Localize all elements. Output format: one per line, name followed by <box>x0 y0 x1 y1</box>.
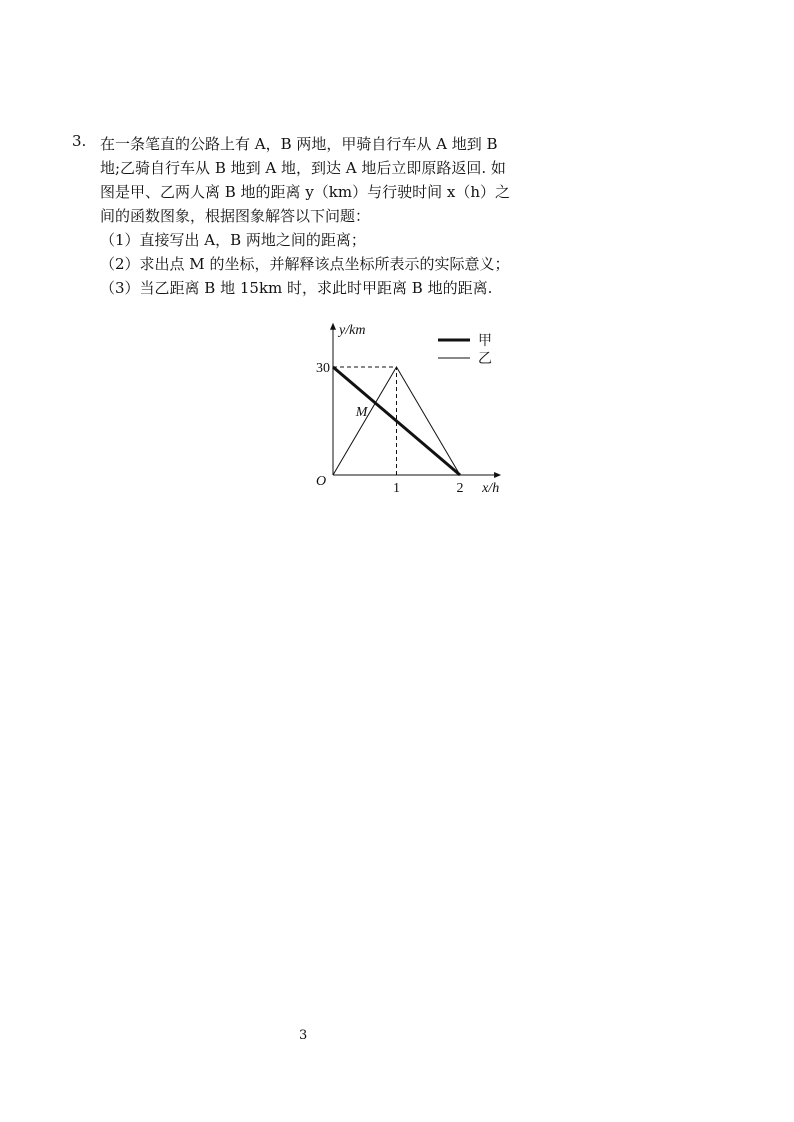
legend-yi-label: 乙 <box>478 352 492 367</box>
legend-jia-label: 甲 <box>478 334 492 349</box>
problem-stem <box>100 132 540 228</box>
problem-number: 3. <box>72 132 87 150</box>
page-number: 3 <box>299 1028 308 1043</box>
function-graph <box>300 318 520 503</box>
stem-line: 在一条笔直的公路上有 A，B 两地，甲骑自行车从 A 地到 B <box>100 135 498 153</box>
y-axis-label: y/km <box>339 322 366 338</box>
legend <box>438 333 492 367</box>
x-axis-label: x/h <box>482 481 500 496</box>
part-1: （1）直接写出 A，B 两地之间的距离； <box>100 231 366 249</box>
stem-line: 图是甲、乙两人离 B 地的距离 y（km）与行驶时间 x（h）之 <box>100 183 511 201</box>
origin-label: O <box>316 474 327 489</box>
part-2: （2）求出点 M 的坐标，并解释该点坐标所表示的实际意义； <box>100 255 510 273</box>
problem-parts <box>100 228 509 300</box>
stem-line: 地;乙骑自行车从 B 地到 A 地，到达 A 地后立即原路返回. 如 <box>100 159 506 177</box>
x-tick-label: 2 <box>456 481 464 496</box>
part-3: （3）当乙距离 B 地 15km 时，求此时甲距离 B 地的距离. <box>100 279 493 297</box>
point-m-label: M <box>355 405 368 421</box>
y-tick-label: 30 <box>316 361 330 376</box>
stem-line: 间的函数图象，根据图象解答以下问题： <box>100 207 371 225</box>
x-tick-label: 1 <box>393 481 400 496</box>
graph-svg <box>300 318 520 503</box>
